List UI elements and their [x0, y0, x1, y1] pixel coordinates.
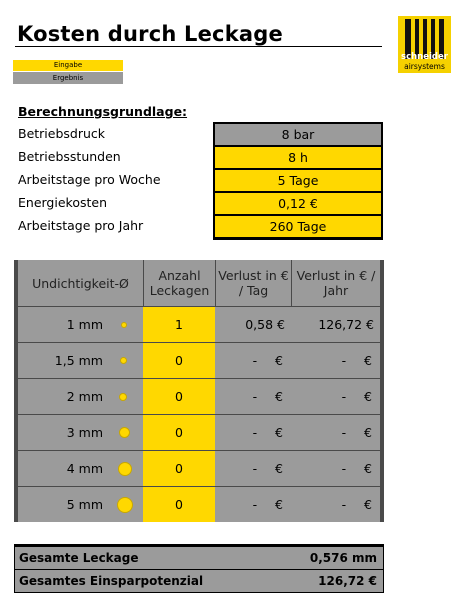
label-operating-pressure: Betriebsdruck: [18, 126, 106, 141]
loss-year-value: - €: [341, 389, 372, 404]
total-saving-value: 126,72 €: [318, 574, 377, 588]
total-leak-row: [15, 547, 383, 569]
count-input[interactable]: 0: [143, 451, 215, 486]
loss-year-value: - €: [341, 461, 372, 476]
legend-input: Eingabe: [13, 60, 123, 71]
table-row: [14, 307, 384, 342]
basis-title: Berechnungsgrundlage:: [18, 104, 188, 119]
logo-word: schneider: [401, 52, 448, 62]
loss-year-value: 126,72 €: [318, 317, 374, 332]
total-saving-label: Gesamtes Einsparpotenzial: [19, 574, 204, 588]
title-divider: [15, 46, 382, 47]
table-row: [14, 415, 384, 450]
diameter-label: 2 mm: [66, 389, 103, 404]
hole-size-icon: [119, 427, 130, 438]
table-row: [14, 379, 384, 414]
leak-table: [14, 260, 384, 522]
hole-size-icon: [117, 497, 133, 513]
loss-day-value: - €: [252, 353, 283, 368]
schneider-logo: [398, 16, 451, 73]
header-loss-day: Verlust in € / Tag: [216, 260, 291, 306]
count-input[interactable]: 1: [143, 307, 215, 342]
total-saving-row: [15, 570, 383, 592]
loss-day-value: - €: [252, 425, 283, 440]
header-count: Anzahl Leckagen: [144, 260, 215, 306]
diameter-label: 5 mm: [66, 497, 103, 512]
header-diameter: Undichtigkeit-Ø: [18, 260, 143, 306]
header-loss-year: Verlust in € / Jahr: [292, 260, 380, 306]
total-leak-label: Gesamte Leckage: [19, 551, 139, 565]
input-workdays-year[interactable]: 260 Tage: [215, 216, 381, 237]
label-operating-hours: Betriebsstunden: [18, 149, 121, 164]
diameter-label: 4 mm: [66, 461, 103, 476]
loss-day-value: - €: [252, 497, 283, 512]
hole-size-icon: [121, 322, 127, 328]
hole-size-icon: [119, 393, 127, 401]
totals-table: [14, 544, 384, 593]
table-row: [14, 487, 384, 522]
loss-year-value: - €: [341, 353, 372, 368]
loss-year-value: - €: [341, 425, 372, 440]
loss-day-value: 0,58 €: [245, 317, 285, 332]
label-workdays-year: Arbeitstage pro Jahr: [18, 218, 144, 233]
legend-result: Ergebnis: [13, 72, 123, 84]
loss-day-value: - €: [252, 461, 283, 476]
label-workdays-week: Arbeitstage pro Woche: [18, 172, 161, 187]
count-input[interactable]: 0: [143, 487, 215, 522]
count-input[interactable]: 0: [143, 415, 215, 450]
count-input[interactable]: 0: [143, 379, 215, 414]
hole-size-icon: [118, 462, 132, 476]
logo-sub: airsystems: [404, 62, 445, 71]
diameter-label: 1 mm: [66, 317, 103, 332]
table-row: [14, 343, 384, 378]
input-workdays-week[interactable]: 5 Tage: [215, 170, 381, 191]
loss-day-value: - €: [252, 389, 283, 404]
basis-values-table: [213, 122, 383, 240]
table-row: [14, 451, 384, 486]
hole-size-icon: [120, 357, 127, 364]
input-operating-hours[interactable]: 8 h: [215, 147, 381, 168]
diameter-label: 1,5 mm: [54, 353, 103, 368]
count-input[interactable]: 0: [143, 343, 215, 378]
diameter-label: 3 mm: [66, 425, 103, 440]
page-title: Kosten durch Leckage: [17, 22, 283, 46]
input-energy-cost[interactable]: 0,12 €: [215, 193, 381, 214]
value-operating-pressure: 8 bar: [215, 124, 381, 145]
total-leak-value: 0,576 mm: [309, 551, 377, 565]
loss-year-value: - €: [341, 497, 372, 512]
label-energy-cost: Energiekosten: [18, 195, 107, 210]
